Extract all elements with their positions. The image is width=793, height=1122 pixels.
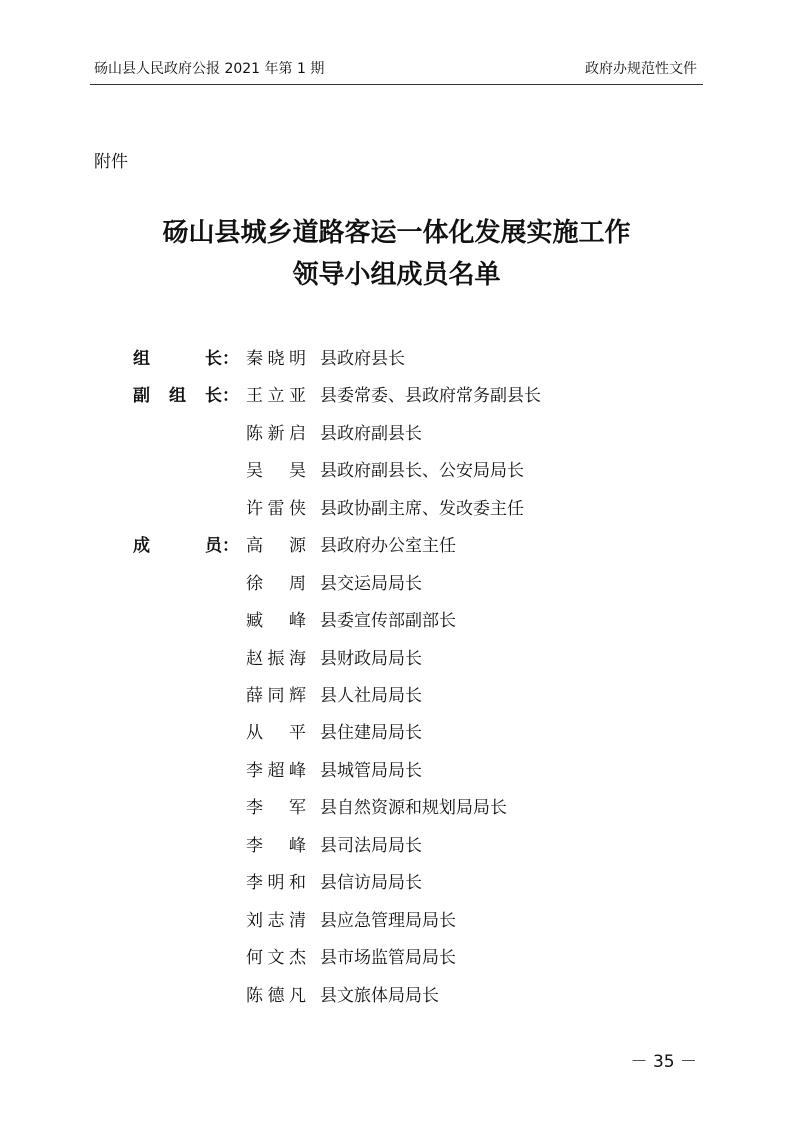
- list-item: [0, 718, 793, 748]
- header-divider: [90, 84, 703, 85]
- list-item: [0, 381, 793, 411]
- member-name: 李超峰: [246, 761, 306, 781]
- member-position: 县市场监管局局长: [320, 948, 456, 968]
- document-title-line1: 砀山县城乡道路客运一体化发展实施工作: [162, 218, 631, 248]
- list-item: [0, 681, 793, 711]
- list-item: [0, 606, 793, 636]
- list-item: [0, 531, 793, 561]
- list-item: [0, 943, 793, 973]
- member-name: 吴 昊: [246, 461, 306, 481]
- list-item: [0, 756, 793, 786]
- role-char: 员：: [205, 536, 239, 556]
- list-item: [0, 906, 793, 936]
- role-char: 副: [133, 386, 150, 406]
- member-name: 从 平: [246, 723, 306, 743]
- member-position: 县委常委、县政府常务副县长: [320, 386, 541, 406]
- list-item: [0, 419, 793, 449]
- member-position: 县政府副县长: [320, 424, 422, 444]
- role-char: 成: [133, 536, 150, 556]
- member-name: 徐 周: [246, 574, 306, 594]
- member-position: 县住建局局长: [320, 723, 422, 743]
- member-position: 县应急管理局局长: [320, 911, 456, 931]
- role-char: 组: [133, 349, 150, 369]
- member-name: 高 源: [246, 536, 306, 556]
- list-item: [0, 344, 793, 374]
- member-position: 县政府县长: [320, 349, 405, 369]
- list-item: [0, 494, 793, 524]
- member-position: 县财政局局长: [320, 649, 422, 669]
- list-item: [0, 981, 793, 1011]
- page-number: － 35 －: [630, 1052, 697, 1072]
- member-name: 秦晓明: [246, 349, 306, 369]
- member-position: 县人社局局长: [320, 686, 422, 706]
- member-position: 县政协副主席、发改委主任: [320, 499, 524, 519]
- attachment-label: 附件: [94, 152, 128, 172]
- member-position: 县自然资源和规划局局长: [320, 798, 507, 818]
- member-position: 县信访局局长: [320, 873, 422, 893]
- member-name: 许雷侠: [246, 499, 306, 519]
- member-name: 陈德凡: [246, 986, 306, 1006]
- member-position: 县交运局局长: [320, 574, 422, 594]
- document-title-line2: 领导小组成员名单: [292, 260, 501, 290]
- list-item: [0, 793, 793, 823]
- header-publication: 砀山县人民政府公报 2021 年第 1 期: [94, 61, 325, 77]
- member-name: 王立亚: [246, 386, 306, 406]
- member-position: 县城管局局长: [320, 761, 422, 781]
- list-item: [0, 644, 793, 674]
- list-item: [0, 831, 793, 861]
- role-char: 长：: [205, 386, 239, 406]
- role-members: [133, 531, 239, 561]
- member-name: 何文杰: [246, 948, 306, 968]
- role-deputy: [133, 381, 239, 411]
- list-item: [0, 868, 793, 898]
- list-item: [0, 456, 793, 486]
- member-name: 李明和: [246, 873, 306, 893]
- member-name: 刘志清: [246, 911, 306, 931]
- member-position: 县司法局局长: [320, 836, 422, 856]
- member-name: 薛同辉: [246, 686, 306, 706]
- role-leader: [133, 344, 239, 374]
- member-name: 臧 峰: [246, 611, 306, 631]
- header-category: 政府办规范性文件: [585, 61, 697, 77]
- member-position: 县委宣传部副部长: [320, 611, 456, 631]
- member-name: 赵振海: [246, 649, 306, 669]
- member-name: 李 军: [246, 798, 306, 818]
- role-char: 组: [169, 386, 186, 406]
- member-position: 县政府副县长、公安局局长: [320, 461, 524, 481]
- list-item: [0, 569, 793, 599]
- member-position: 县政府办公室主任: [320, 536, 456, 556]
- role-char: 长：: [205, 349, 239, 369]
- member-name: 李 峰: [246, 836, 306, 856]
- member-position: 县文旅体局局长: [320, 986, 439, 1006]
- member-name: 陈新启: [246, 424, 306, 444]
